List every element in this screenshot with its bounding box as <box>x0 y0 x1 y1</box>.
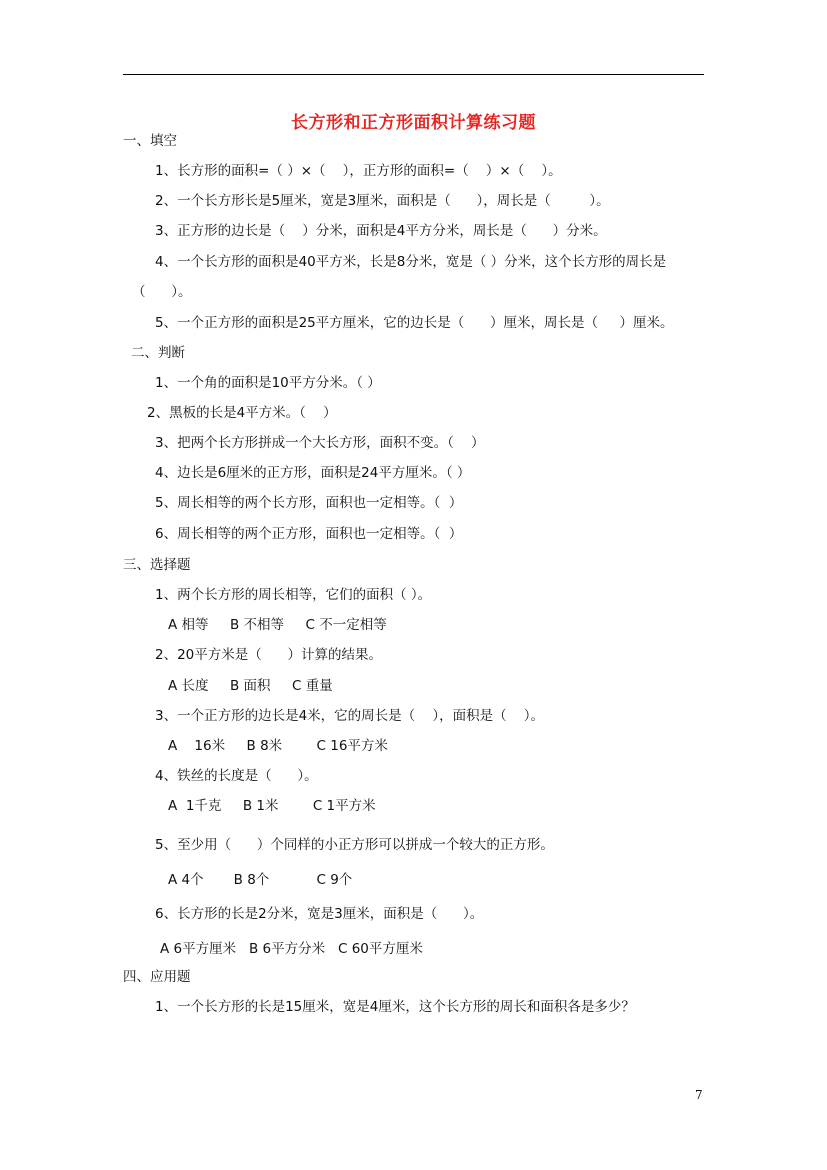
question: 6、长方形的长是2分米，宽是3厘米，面积是（ ）。 <box>155 906 484 922</box>
header-rule <box>123 74 704 75</box>
question: 1、两个长方形的周长相等，它们的面积（ ）。 <box>155 587 432 603</box>
page-number: 7 <box>695 1088 703 1102</box>
question: 1、一个角的面积是10平方分米。（ ） <box>155 375 381 391</box>
question: 5、至少用（ ）个同样的小正方形可以拼成一个较大的正方形。 <box>155 837 554 853</box>
question-continuation: （ ）。 <box>132 284 192 300</box>
question: 4、边长是6厘米的正方形，面积是24平方厘米。（ ） <box>155 465 471 481</box>
choice-options: A 4个 B 8个 C 9个 <box>168 872 353 888</box>
question: 6、周长相等的两个正方形，面积也一定相等。（ ） <box>155 526 463 542</box>
section-heading: 三、选择题 <box>123 557 191 573</box>
section-heading: 四、应用题 <box>123 969 191 985</box>
question: 1、长方形的面积=（ ）×（ ），正方形的面积=（ ）×（ ）。 <box>155 163 562 179</box>
question: 2、一个长方形长是5厘米，宽是3厘米，面积是（ ），周长是（ ）。 <box>155 193 610 209</box>
choice-options: A 相等 B 不相等 C 不一定相等 <box>168 617 387 633</box>
question: 3、一个正方形的边长是4米，它的周长是（ ），面积是（ ）。 <box>155 708 545 724</box>
question: 1、一个长方形的长是15厘米，宽是4厘米，这个长方形的周长和面积各是多少？ <box>155 999 635 1015</box>
choice-options: A 1千克 B 1米 C 1平方米 <box>168 798 376 814</box>
question: 4、一个长方形的面积是40平方米，长是8分米，宽是（ ）分米，这个长方形的周长是 <box>155 254 667 270</box>
question: 2、黑板的长是4平方米。（ ） <box>147 405 337 421</box>
choice-options: A 6平方厘米 B 6平方分米 C 60平方厘米 <box>160 941 423 957</box>
section-heading: 一、填空 <box>123 133 177 149</box>
question: 5、周长相等的两个长方形，面积也一定相等。（ ） <box>155 495 463 511</box>
choice-options: A 16米 B 8米 C 16平方米 <box>168 738 388 754</box>
question: 2、20平方米是（ ）计算的结果。 <box>155 647 383 663</box>
question: 3、把两个长方形拼成一个大长方形，面积不变。（ ） <box>155 435 485 451</box>
section-heading: 二、判断 <box>131 345 185 361</box>
question: 4、铁丝的长度是（ ）。 <box>155 768 318 784</box>
page-title: 长方形和正方形面积计算练习题 <box>291 113 536 133</box>
choice-options: A 长度 B 面积 C 重量 <box>168 678 333 694</box>
question: 5、一个正方形的面积是25平方厘米，它的边长是（ ）厘米，周长是（ ）厘米。 <box>155 315 674 331</box>
question: 3、正方形的边长是（ ）分米，面积是4平方分米，周长是（ ）分米。 <box>155 223 607 239</box>
